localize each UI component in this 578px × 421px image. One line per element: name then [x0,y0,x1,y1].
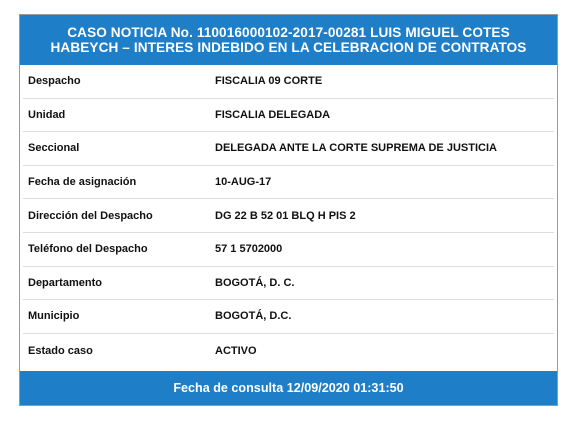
row-estado-caso [23,334,554,368]
row-label: Dirección del Despacho [28,209,153,222]
row-value: FISCALIA 09 CORTE [215,75,323,88]
case-title-line-1: CASO NOTICIA No. 110016000102-2017-00281 LUIS MIGUEL COTES [67,25,510,40]
row-label: Unidad [28,108,66,121]
consultation-date-text: Fecha de consulta 12/09/2020 01:31:50 [173,381,404,395]
row-value: BOGOTÁ, D. C. [215,276,295,289]
case-info-card [19,14,558,406]
row-telefono-despacho [23,233,554,267]
row-label: Departamento [28,276,102,289]
row-value: ACTIVO [215,344,257,357]
row-label: Seccional [28,142,80,155]
row-unidad [23,99,554,133]
row-value: 57 1 5702000 [215,243,283,256]
row-label: Municipio [28,310,80,323]
case-header [20,15,557,65]
row-seccional [23,132,554,166]
row-label: Estado caso [28,344,93,357]
row-value: BOGOTÁ, D.C. [215,310,292,323]
row-value: DELEGADA ANTE LA CORTE SUPREMA DE JUSTICIA [215,142,497,155]
row-value: 10-AUG-17 [215,176,272,189]
case-title-line-2: HABEYCH – INTERES INDEBIDO EN LA CELEBRACION DE CONTRATOS [50,40,527,55]
row-label: Teléfono del Despacho [28,243,148,256]
row-value: FISCALIA DELEGADA [215,108,331,121]
row-value: DG 22 B 52 01 BLQ H PIS 2 [215,209,356,222]
row-departamento [23,267,554,301]
row-label: Fecha de asignación [28,176,137,189]
row-direccion-despacho [23,199,554,233]
row-municipio [23,300,554,334]
row-despacho [23,65,554,99]
case-details-table [20,65,557,367]
consultation-date-footer [20,371,557,405]
row-fecha-asignacion [23,166,554,200]
row-label: Despacho [28,75,81,88]
